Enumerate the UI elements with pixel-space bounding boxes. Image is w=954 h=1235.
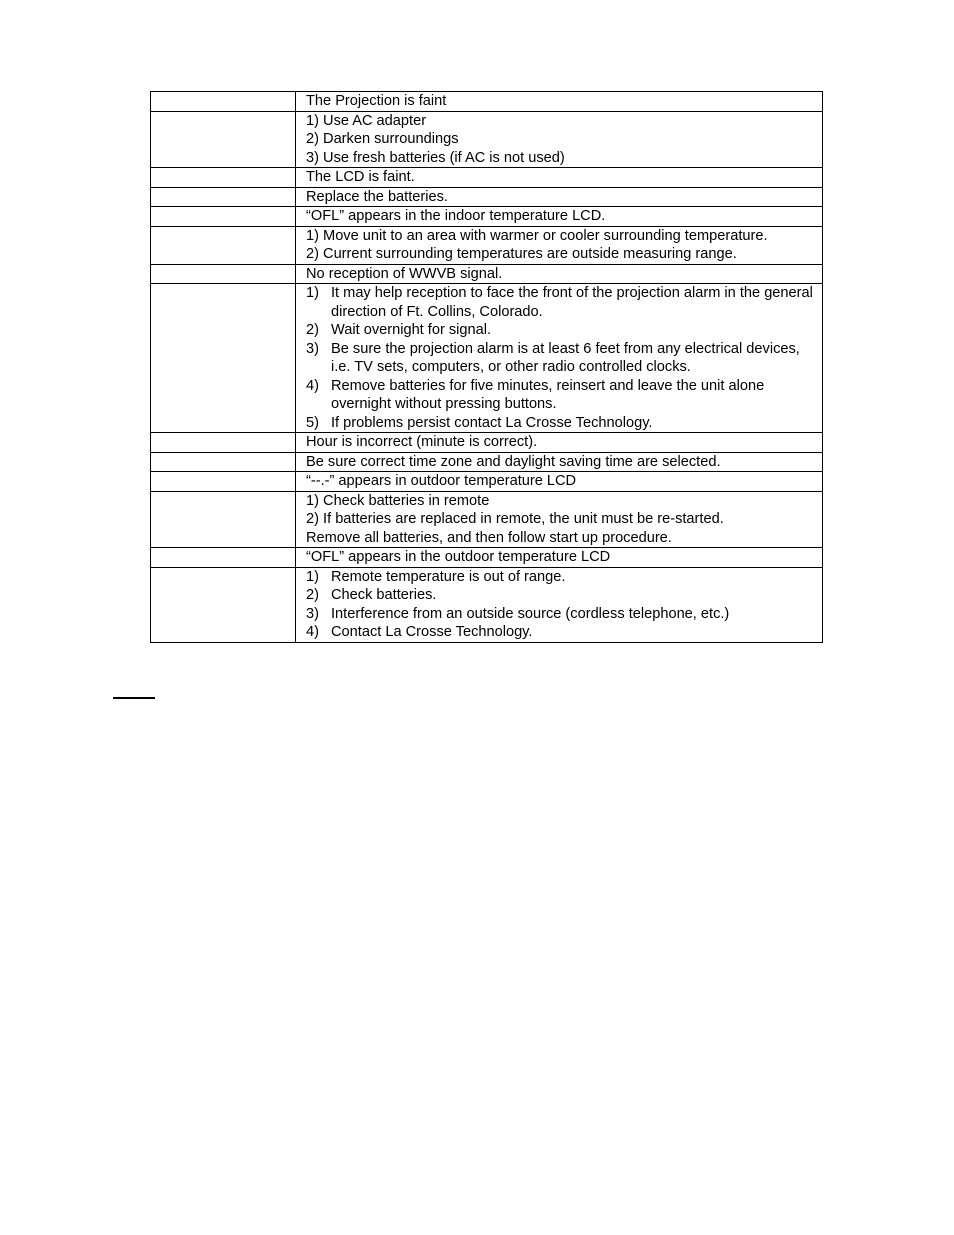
solution-line: Remove all batteries, and then follow start up procedure.: [306, 529, 672, 546]
empty-label-cell: [151, 264, 296, 284]
step-number: 4): [306, 377, 319, 394]
table-row: [151, 168, 823, 188]
table-row: [151, 264, 823, 284]
problem-cell: [296, 433, 823, 453]
solution-line: 2) Current surrounding temperatures are outside measuring range.: [306, 246, 737, 262]
empty-label-cell: [151, 111, 296, 168]
table-row: [151, 567, 823, 642]
solution-cell: [296, 491, 823, 548]
list-item: [306, 586, 817, 605]
step-text: Interference from an outside source (cordless telephone, etc.): [331, 605, 730, 622]
step-number: 3): [306, 605, 319, 622]
problem-cell: [296, 168, 823, 188]
empty-label-cell: [151, 452, 296, 472]
step-number: 1): [306, 568, 319, 585]
problem-cell: [296, 92, 823, 112]
empty-label-cell: [151, 491, 296, 548]
step-number: 1): [306, 285, 319, 301]
section-underline: [113, 697, 155, 699]
problem-text: “OFL” appears in the indoor temperature LCD.: [306, 208, 606, 224]
empty-label-cell: [151, 187, 296, 207]
table-row: [151, 284, 823, 433]
table-row: [151, 226, 823, 264]
step-text: Check batteries.: [331, 587, 437, 603]
step-number: 3): [306, 340, 319, 357]
solution-line: 1) Use AC adapter: [306, 112, 427, 129]
table-row: [151, 187, 823, 207]
problem-text: The Projection is faint: [306, 93, 447, 109]
table-row: [151, 452, 823, 472]
problem-text: “OFL” appears in the outdoor temperature LCD: [306, 549, 611, 565]
problem-text: No reception of WWVB signal.: [306, 265, 503, 282]
problem-cell: [296, 548, 823, 568]
problem-cell: [296, 472, 823, 492]
step-number: 2): [306, 322, 319, 338]
empty-label-cell: [151, 472, 296, 492]
step-text: Contact La Crosse Technology.: [331, 624, 533, 640]
step-number: 2): [306, 587, 319, 603]
list-item: [306, 623, 817, 642]
list-item: [306, 414, 817, 433]
solution-cell: [296, 187, 823, 207]
empty-label-cell: [151, 548, 296, 568]
solution-cell: [296, 452, 823, 472]
table-row: [151, 111, 823, 168]
empty-label-cell: [151, 433, 296, 453]
solution-cell: [296, 111, 823, 168]
solution-line: 1) Move unit to an area with warmer or cooler surrounding temperature.: [306, 227, 768, 244]
solution-line: Be sure correct time zone and daylight saving time are selected.: [306, 453, 721, 470]
solution-line: Replace the batteries.: [306, 188, 448, 205]
solution-line: 1) Check batteries in remote: [306, 492, 490, 509]
solution-line: 2) Darken surroundings: [306, 131, 459, 147]
table-row: [151, 491, 823, 548]
list-item: [306, 605, 817, 624]
step-number: 4): [306, 624, 319, 640]
solution-line: 2) If batteries are replaced in remote, the unit must be re-started.: [306, 511, 724, 527]
solution-line: 3) Use fresh batteries (if AC is not used): [306, 149, 565, 166]
step-text: It may help reception to face the front of the projection alarm in the general direction of Ft. Collins, Colorado.: [331, 285, 813, 320]
problem-text: Hour is incorrect (minute is correct).: [306, 434, 538, 450]
troubleshooting-table: [150, 91, 823, 643]
solution-cell: [296, 567, 823, 642]
table-row: [151, 92, 823, 112]
table-row: [151, 472, 823, 492]
solution-steps-list: [306, 568, 817, 642]
solution-cell: [296, 226, 823, 264]
list-item: [306, 568, 817, 587]
list-item: [306, 284, 817, 321]
empty-label-cell: [151, 284, 296, 433]
empty-label-cell: [151, 226, 296, 264]
empty-label-cell: [151, 168, 296, 188]
step-number: 5): [306, 414, 319, 431]
solution-cell: [296, 284, 823, 433]
table-row: [151, 207, 823, 227]
solution-steps-list: [306, 284, 817, 432]
step-text: Remote temperature is out of range.: [331, 568, 566, 585]
problem-text: “--.-” appears in outdoor temperature LCD: [306, 473, 577, 489]
empty-label-cell: [151, 207, 296, 227]
empty-label-cell: [151, 567, 296, 642]
problem-cell: [296, 207, 823, 227]
empty-label-cell: [151, 92, 296, 112]
problem-cell: [296, 264, 823, 284]
table-row: [151, 433, 823, 453]
step-text: Remove batteries for five minutes, reinsert and leave the unit alone overnight without pressing buttons.: [331, 377, 765, 412]
step-text: Wait overnight for signal.: [331, 322, 492, 338]
step-text: If problems persist contact La Crosse Technology.: [331, 414, 653, 431]
list-item: [306, 340, 817, 377]
table-row: [151, 548, 823, 568]
problem-text: The LCD is faint.: [306, 169, 415, 185]
list-item: [306, 321, 817, 340]
step-text: Be sure the projection alarm is at least 6 feet from any electrical devices, i.e. TV sets, computers, or other radio controlled clocks.: [331, 340, 800, 375]
list-item: [306, 377, 817, 414]
